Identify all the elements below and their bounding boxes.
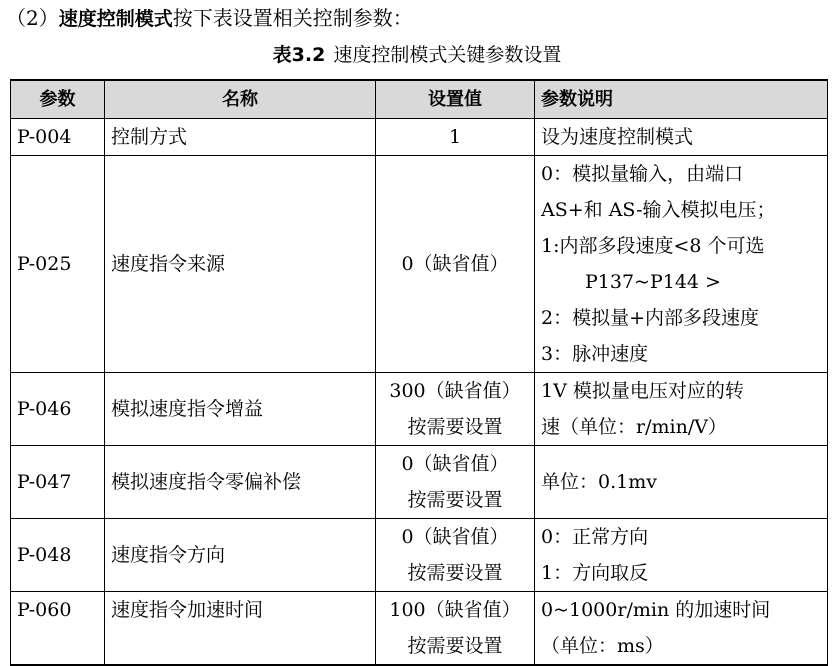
cell-param: P-048 bbox=[11, 519, 105, 592]
cell-name: 速度指令方向 bbox=[105, 519, 376, 592]
cell-value-line: 0（缺省值） bbox=[401, 453, 509, 475]
table-row bbox=[11, 519, 828, 592]
cell-desc-line: 设为速度控制模式 bbox=[541, 126, 694, 148]
cell-value-line: 100（缺省值） bbox=[389, 599, 521, 621]
cell-param: P-004 bbox=[11, 119, 105, 156]
table-caption-title: 速度控制模式关键参数设置 bbox=[333, 44, 562, 66]
cell-desc-line: 0：正常方向 bbox=[541, 526, 649, 548]
cell-value bbox=[376, 156, 535, 373]
cell-desc bbox=[535, 519, 828, 592]
table-row bbox=[11, 156, 828, 373]
cell-desc-line: 速（单位：r/min/V） bbox=[541, 416, 727, 438]
cell-desc-line: 1:内部多段速度<8 个可选 bbox=[541, 235, 765, 257]
cell-desc-line: 1：方向取反 bbox=[541, 562, 649, 584]
header-value: 设置值 bbox=[376, 80, 535, 119]
cell-desc-line: P137~P144 > bbox=[585, 271, 721, 293]
cell-value-line: 按需要设置 bbox=[407, 635, 503, 657]
table-row bbox=[11, 592, 828, 666]
cell-param: P-046 bbox=[11, 373, 105, 446]
header-name: 名称 bbox=[105, 80, 376, 119]
cell-value-line: 0（缺省值） bbox=[401, 253, 509, 275]
cell-param: P-060 bbox=[11, 592, 105, 666]
cell-value bbox=[376, 592, 535, 666]
intro-prefix: （2） bbox=[6, 6, 59, 30]
intro-bold-term: 速度控制模式 bbox=[58, 8, 173, 30]
cell-desc-line: 2：模拟量+内部多段速度 bbox=[541, 307, 760, 329]
intro-rest: 按下表设置相关控制参数： bbox=[172, 6, 413, 30]
intro-paragraph bbox=[6, 4, 413, 33]
header-param: 参数 bbox=[11, 80, 105, 119]
parameter-table bbox=[10, 79, 828, 666]
cell-name: 模拟速度指令增益 bbox=[105, 373, 376, 446]
cell-desc bbox=[535, 373, 828, 446]
cell-value bbox=[376, 119, 535, 156]
table-header-row bbox=[11, 80, 828, 119]
cell-value-line: 0（缺省值） bbox=[401, 526, 509, 548]
table-row bbox=[11, 373, 828, 446]
cell-desc-line: （单位：ms） bbox=[541, 635, 664, 657]
cell-desc-line: 3：脉冲速度 bbox=[541, 343, 649, 365]
cell-value-line: 1 bbox=[448, 126, 462, 148]
cell-param: P-025 bbox=[11, 156, 105, 373]
cell-desc-line: AS+和 AS-输入模拟电压； bbox=[541, 199, 776, 221]
table-row bbox=[11, 446, 828, 519]
cell-value-line: 300（缺省值） bbox=[389, 380, 521, 402]
cell-desc-line: 0~1000r/min 的加速时间 bbox=[541, 599, 771, 621]
cell-value bbox=[376, 519, 535, 592]
cell-name: 控制方式 bbox=[105, 119, 376, 156]
cell-desc bbox=[535, 446, 828, 519]
cell-param: P-047 bbox=[11, 446, 105, 519]
cell-desc-line: 1V 模拟量电压对应的转 bbox=[541, 380, 744, 402]
cell-name: 模拟速度指令零偏补偿 bbox=[105, 446, 376, 519]
table-caption-number: 表3.2 bbox=[272, 44, 326, 66]
cell-value bbox=[376, 446, 535, 519]
cell-desc bbox=[535, 119, 828, 156]
cell-desc-line: 单位：0.1mv bbox=[541, 471, 657, 493]
cell-desc bbox=[535, 592, 828, 666]
cell-name: 速度指令加速时间 bbox=[105, 592, 376, 666]
cell-value-line: 按需要设置 bbox=[407, 416, 503, 438]
table-caption bbox=[0, 41, 834, 69]
table-row bbox=[11, 119, 828, 156]
cell-value bbox=[376, 373, 535, 446]
cell-value-line: 按需要设置 bbox=[407, 489, 503, 511]
cell-desc bbox=[535, 156, 828, 373]
cell-desc-line: 0：模拟量输入，由端口 bbox=[541, 163, 744, 185]
cell-value-line: 按需要设置 bbox=[407, 562, 503, 584]
cell-name: 速度指令来源 bbox=[105, 156, 376, 373]
header-desc: 参数说明 bbox=[535, 80, 828, 119]
